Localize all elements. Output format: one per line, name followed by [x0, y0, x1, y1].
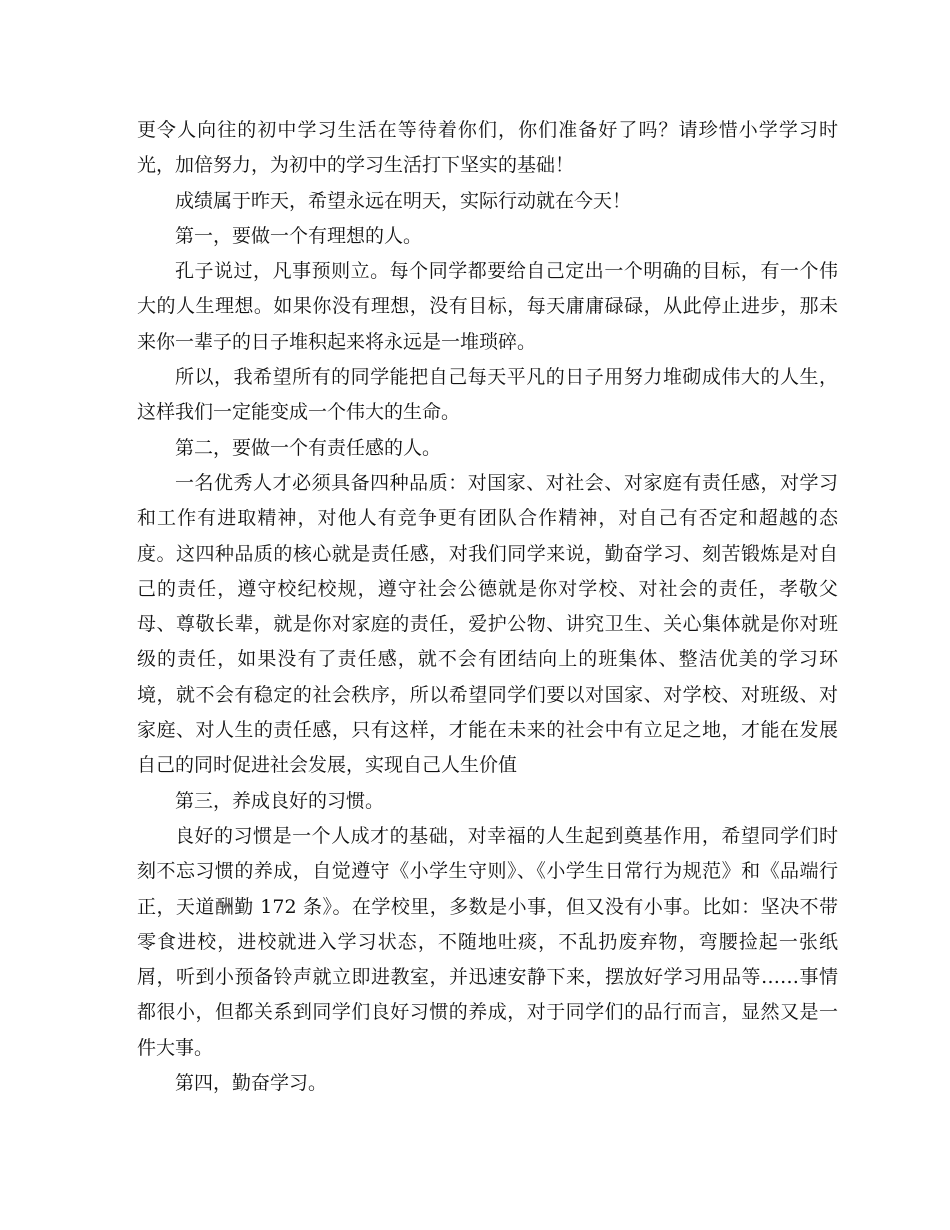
paragraph-responsibility: 一名优秀人才必须具备四种品质：对国家、对社会、对家庭有责任感，对学习和工作有进取精神，对他人有竞争更有团队合作精神，对自己有否定和超越的态度。这四种品质的核心就是责任感，对我们同学来说，勤奋学习、刻苦锻炼是对自己的责任，遵守校纪校规，遵守社会公德就是你对学校、对社会的责任，孝敬父母、尊敬长辈，就是你对家庭的责任，爱护公物、讲究卫生、关心集体就是你对班级的责任，如果没有了责任感，就不会有团结向上的班集体、整洁优美的学习环境，就不会有稳定的社会秩序，所以希望同学们要以对国家、对学校、对班级、对家庭、对人生的责任感，只有这样，才能在未来的社会中有立足之地，才能在发展自己的同时促进社会发展，实现自己人生价值: [137, 471, 838, 777]
heading-point-three: 第三，养成良好的习惯。: [175, 789, 385, 812]
heading-point-four: 第四，勤奋学习。: [175, 1072, 328, 1095]
paragraph-hope: 所以，我希望所有的同学能把自己每天平凡的日子用努力堆砌成伟大的人生，这样我们一定能变成一个伟大的生命。: [137, 366, 838, 424]
paragraph-ideals: 孔子说过，凡事预则立。每个同学都要给自己定出一个明确的目标，有一个伟大的人生理想。如果你没有理想，没有目标，每天庸庸碌碌，从此停止进步，那未来你一辈子的日子堆积起来将永远是一堆琐碎。: [137, 260, 838, 353]
heading-point-two: 第二，要做一个有责任感的人。: [175, 436, 442, 459]
heading-point-one: 第一，要做一个有理想的人。: [175, 224, 423, 247]
paragraph-motto: 成绩属于昨天，希望永远在明天，实际行动就在今天！: [175, 189, 632, 212]
paragraph-continued: 更令人向往的初中学习生活在等待着你们，你们准备好了吗？请珍惜小学学习时光，加倍努力，为初中的学习生活打下坚实的基础！: [137, 119, 838, 177]
paragraph-habits: 良好的习惯是一个人成才的基础，对幸福的人生起到奠基作用，希望同学们时刻不忘习惯的养成，自觉遵守《小学生守则》、《小学生日常行为规范》和《品端行正，天道酬勤 172 条》。在学校里，多数是小事，但又没有小事。比如：坚决不带零食进校，进校就进入学习状态，不随地吐痰，不乱扔废弃物，弯腰捡起一张纸屑，听到小预备铃声就立即进教室，并迅速安静下来，摆放好学习用品等……事情都很小，但都关系到同学们良好习惯的养成，对于同学们的品行而言，显然又是一件大事。: [137, 824, 838, 1059]
